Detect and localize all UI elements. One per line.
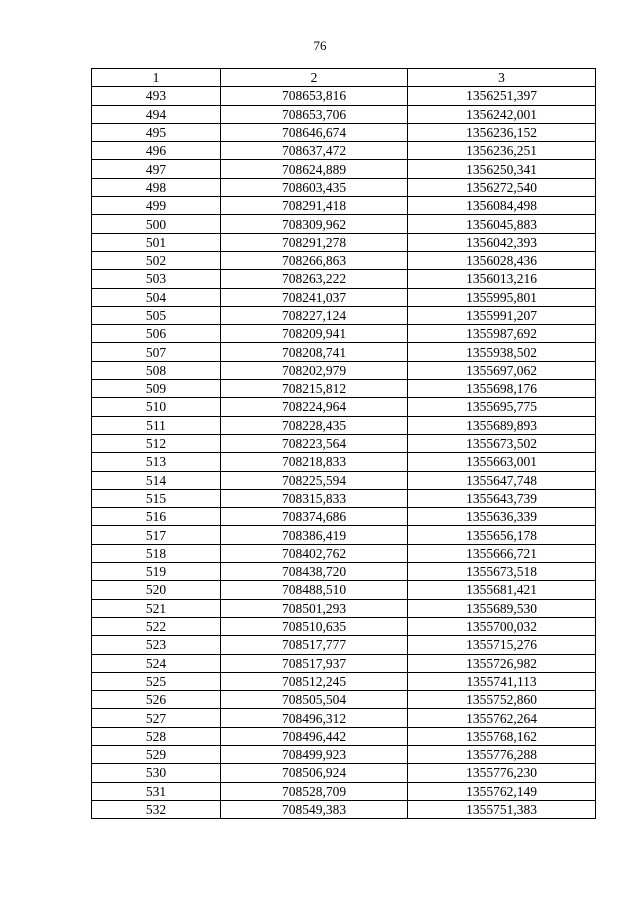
table-header-row bbox=[92, 69, 596, 87]
table-row bbox=[92, 782, 596, 800]
y-coordinate-cell: 1356013,216 bbox=[408, 270, 596, 288]
x-coordinate-cell: 708438,720 bbox=[221, 563, 408, 581]
point-number-cell: 508 bbox=[92, 361, 221, 379]
y-coordinate-cell: 1355751,383 bbox=[408, 800, 596, 818]
x-coordinate-cell: 708225,594 bbox=[221, 471, 408, 489]
y-coordinate-cell: 1355938,502 bbox=[408, 343, 596, 361]
point-number-cell: 532 bbox=[92, 800, 221, 818]
table-row bbox=[92, 197, 596, 215]
y-coordinate-cell: 1355697,062 bbox=[408, 361, 596, 379]
table-row bbox=[92, 654, 596, 672]
y-coordinate-cell: 1355991,207 bbox=[408, 306, 596, 324]
x-coordinate-cell: 708309,962 bbox=[221, 215, 408, 233]
point-number-cell: 494 bbox=[92, 105, 221, 123]
point-number-cell: 530 bbox=[92, 764, 221, 782]
point-number-cell: 520 bbox=[92, 581, 221, 599]
x-coordinate-cell: 708266,863 bbox=[221, 251, 408, 269]
table-row bbox=[92, 105, 596, 123]
table-row bbox=[92, 636, 596, 654]
table-row bbox=[92, 361, 596, 379]
column-header-3: 3 bbox=[408, 69, 596, 87]
table-row bbox=[92, 709, 596, 727]
table-row bbox=[92, 508, 596, 526]
point-number-cell: 528 bbox=[92, 727, 221, 745]
x-coordinate-cell: 708603,435 bbox=[221, 178, 408, 196]
x-coordinate-cell: 708208,741 bbox=[221, 343, 408, 361]
table-row bbox=[92, 453, 596, 471]
point-number-cell: 495 bbox=[92, 123, 221, 141]
table-body bbox=[92, 87, 596, 819]
point-number-cell: 497 bbox=[92, 160, 221, 178]
x-coordinate-cell: 708315,833 bbox=[221, 489, 408, 507]
y-coordinate-cell: 1356042,393 bbox=[408, 233, 596, 251]
table-row bbox=[92, 617, 596, 635]
point-number-cell: 513 bbox=[92, 453, 221, 471]
x-coordinate-cell: 708646,674 bbox=[221, 123, 408, 141]
point-number-cell: 529 bbox=[92, 745, 221, 763]
x-coordinate-cell: 708263,222 bbox=[221, 270, 408, 288]
x-coordinate-cell: 708517,777 bbox=[221, 636, 408, 654]
column-header-2: 2 bbox=[221, 69, 408, 87]
x-coordinate-cell: 708517,937 bbox=[221, 654, 408, 672]
y-coordinate-cell: 1355776,230 bbox=[408, 764, 596, 782]
column-header-1: 1 bbox=[92, 69, 221, 87]
x-coordinate-cell: 708228,435 bbox=[221, 416, 408, 434]
y-coordinate-cell: 1356272,540 bbox=[408, 178, 596, 196]
table-row bbox=[92, 672, 596, 690]
x-coordinate-cell: 708291,418 bbox=[221, 197, 408, 215]
table-row bbox=[92, 727, 596, 745]
point-number-cell: 512 bbox=[92, 434, 221, 452]
point-number-cell: 503 bbox=[92, 270, 221, 288]
table-row bbox=[92, 471, 596, 489]
point-number-cell: 496 bbox=[92, 142, 221, 160]
point-number-cell: 510 bbox=[92, 398, 221, 416]
x-coordinate-cell: 708488,510 bbox=[221, 581, 408, 599]
x-coordinate-cell: 708402,762 bbox=[221, 544, 408, 562]
point-number-cell: 505 bbox=[92, 306, 221, 324]
y-coordinate-cell: 1355689,893 bbox=[408, 416, 596, 434]
point-number-cell: 498 bbox=[92, 178, 221, 196]
x-coordinate-cell: 708224,964 bbox=[221, 398, 408, 416]
point-number-cell: 525 bbox=[92, 672, 221, 690]
y-coordinate-cell: 1355636,339 bbox=[408, 508, 596, 526]
y-coordinate-cell: 1355663,001 bbox=[408, 453, 596, 471]
y-coordinate-cell: 1355647,748 bbox=[408, 471, 596, 489]
table-row bbox=[92, 325, 596, 343]
point-number-cell: 504 bbox=[92, 288, 221, 306]
point-number-cell: 493 bbox=[92, 87, 221, 105]
table-row bbox=[92, 215, 596, 233]
y-coordinate-cell: 1355762,264 bbox=[408, 709, 596, 727]
x-coordinate-cell: 708501,293 bbox=[221, 599, 408, 617]
y-coordinate-cell: 1356084,498 bbox=[408, 197, 596, 215]
point-number-cell: 521 bbox=[92, 599, 221, 617]
point-number-cell: 516 bbox=[92, 508, 221, 526]
x-coordinate-cell: 708215,812 bbox=[221, 380, 408, 398]
y-coordinate-cell: 1356045,883 bbox=[408, 215, 596, 233]
page-number: 76 bbox=[313, 38, 327, 53]
point-number-cell: 511 bbox=[92, 416, 221, 434]
x-coordinate-cell: 708209,941 bbox=[221, 325, 408, 343]
table-row bbox=[92, 123, 596, 141]
y-coordinate-cell: 1355698,176 bbox=[408, 380, 596, 398]
y-coordinate-cell: 1356250,341 bbox=[408, 160, 596, 178]
x-coordinate-cell: 708218,833 bbox=[221, 453, 408, 471]
point-number-cell: 499 bbox=[92, 197, 221, 215]
y-coordinate-cell: 1355776,288 bbox=[408, 745, 596, 763]
y-coordinate-cell: 1355762,149 bbox=[408, 782, 596, 800]
table-row bbox=[92, 87, 596, 105]
y-coordinate-cell: 1355768,162 bbox=[408, 727, 596, 745]
y-coordinate-cell: 1355666,721 bbox=[408, 544, 596, 562]
y-coordinate-cell: 1355700,032 bbox=[408, 617, 596, 635]
point-number-cell: 515 bbox=[92, 489, 221, 507]
table-row bbox=[92, 380, 596, 398]
x-coordinate-cell: 708505,504 bbox=[221, 691, 408, 709]
x-coordinate-cell: 708386,419 bbox=[221, 526, 408, 544]
x-coordinate-cell: 708223,564 bbox=[221, 434, 408, 452]
point-number-cell: 514 bbox=[92, 471, 221, 489]
table-row bbox=[92, 691, 596, 709]
point-number-cell: 501 bbox=[92, 233, 221, 251]
table-row bbox=[92, 178, 596, 196]
x-coordinate-cell: 708374,686 bbox=[221, 508, 408, 526]
y-coordinate-cell: 1356236,152 bbox=[408, 123, 596, 141]
x-coordinate-cell: 708653,816 bbox=[221, 87, 408, 105]
x-coordinate-cell: 708653,706 bbox=[221, 105, 408, 123]
point-number-cell: 500 bbox=[92, 215, 221, 233]
x-coordinate-cell: 708510,635 bbox=[221, 617, 408, 635]
x-coordinate-cell: 708227,124 bbox=[221, 306, 408, 324]
table-row bbox=[92, 581, 596, 599]
table-row bbox=[92, 233, 596, 251]
y-coordinate-cell: 1356251,397 bbox=[408, 87, 596, 105]
y-coordinate-cell: 1355656,178 bbox=[408, 526, 596, 544]
table-row bbox=[92, 599, 596, 617]
point-number-cell: 518 bbox=[92, 544, 221, 562]
y-coordinate-cell: 1355643,739 bbox=[408, 489, 596, 507]
y-coordinate-cell: 1355681,421 bbox=[408, 581, 596, 599]
table-row bbox=[92, 745, 596, 763]
table-row bbox=[92, 489, 596, 507]
table-row bbox=[92, 434, 596, 452]
y-coordinate-cell: 1355987,692 bbox=[408, 325, 596, 343]
x-coordinate-cell: 708637,472 bbox=[221, 142, 408, 160]
x-coordinate-cell: 708202,979 bbox=[221, 361, 408, 379]
y-coordinate-cell: 1356236,251 bbox=[408, 142, 596, 160]
table-row bbox=[92, 142, 596, 160]
table-row bbox=[92, 343, 596, 361]
table-row bbox=[92, 398, 596, 416]
x-coordinate-cell: 708549,383 bbox=[221, 800, 408, 818]
y-coordinate-cell: 1355695,775 bbox=[408, 398, 596, 416]
point-number-cell: 517 bbox=[92, 526, 221, 544]
y-coordinate-cell: 1355741,113 bbox=[408, 672, 596, 690]
x-coordinate-cell: 708624,889 bbox=[221, 160, 408, 178]
point-number-cell: 523 bbox=[92, 636, 221, 654]
point-number-cell: 509 bbox=[92, 380, 221, 398]
y-coordinate-cell: 1355673,502 bbox=[408, 434, 596, 452]
table-row bbox=[92, 270, 596, 288]
y-coordinate-cell: 1355689,530 bbox=[408, 599, 596, 617]
table-row bbox=[92, 800, 596, 818]
x-coordinate-cell: 708496,442 bbox=[221, 727, 408, 745]
x-coordinate-cell: 708512,245 bbox=[221, 672, 408, 690]
table-row bbox=[92, 526, 596, 544]
point-number-cell: 524 bbox=[92, 654, 221, 672]
point-number-cell: 531 bbox=[92, 782, 221, 800]
x-coordinate-cell: 708496,312 bbox=[221, 709, 408, 727]
table-row bbox=[92, 251, 596, 269]
y-coordinate-cell: 1355726,982 bbox=[408, 654, 596, 672]
y-coordinate-cell: 1356028,436 bbox=[408, 251, 596, 269]
y-coordinate-cell: 1356242,001 bbox=[408, 105, 596, 123]
y-coordinate-cell: 1355752,860 bbox=[408, 691, 596, 709]
x-coordinate-cell: 708506,924 bbox=[221, 764, 408, 782]
point-number-cell: 527 bbox=[92, 709, 221, 727]
x-coordinate-cell: 708291,278 bbox=[221, 233, 408, 251]
x-coordinate-cell: 708499,923 bbox=[221, 745, 408, 763]
coordinates-table bbox=[91, 68, 596, 819]
table-row bbox=[92, 764, 596, 782]
x-coordinate-cell: 708241,037 bbox=[221, 288, 408, 306]
table-row bbox=[92, 563, 596, 581]
x-coordinate-cell: 708528,709 bbox=[221, 782, 408, 800]
y-coordinate-cell: 1355995,801 bbox=[408, 288, 596, 306]
table-row bbox=[92, 416, 596, 434]
point-number-cell: 502 bbox=[92, 251, 221, 269]
y-coordinate-cell: 1355673,518 bbox=[408, 563, 596, 581]
point-number-cell: 522 bbox=[92, 617, 221, 635]
point-number-cell: 507 bbox=[92, 343, 221, 361]
table-row bbox=[92, 160, 596, 178]
table-row bbox=[92, 288, 596, 306]
point-number-cell: 526 bbox=[92, 691, 221, 709]
table-row bbox=[92, 544, 596, 562]
table-row bbox=[92, 306, 596, 324]
point-number-cell: 506 bbox=[92, 325, 221, 343]
point-number-cell: 519 bbox=[92, 563, 221, 581]
y-coordinate-cell: 1355715,276 bbox=[408, 636, 596, 654]
